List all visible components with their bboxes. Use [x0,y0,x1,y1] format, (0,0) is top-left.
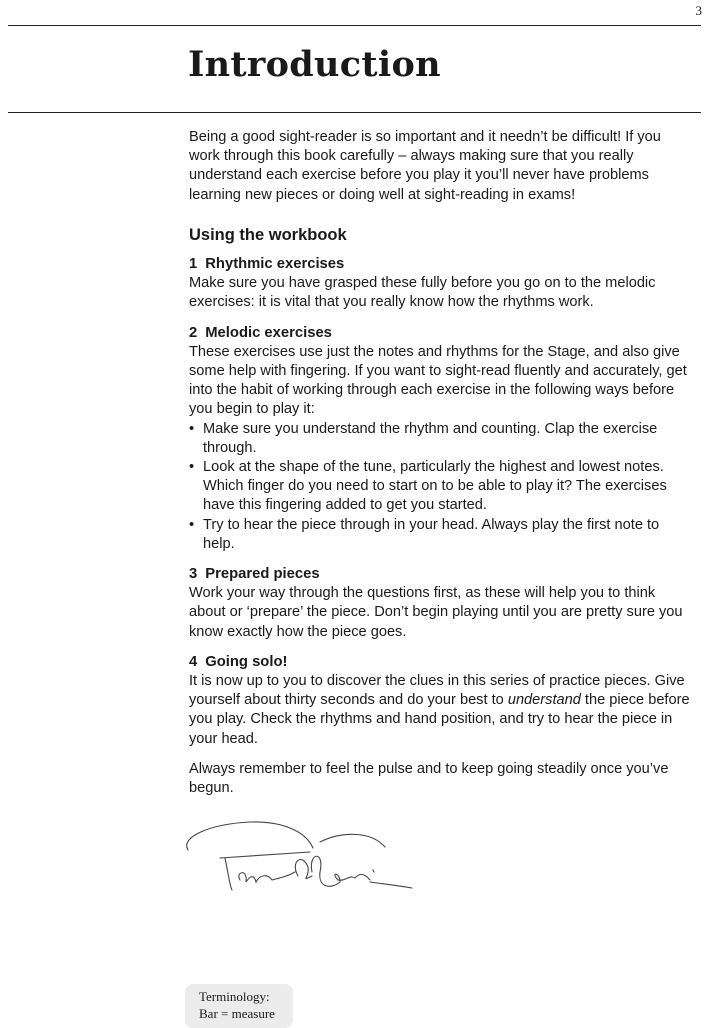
section-melodic [189,324,694,554]
signature [180,812,420,892]
text-part: the piece before you play. Check the rhythms and hand position, and try to hear the piece in your head. [189,692,690,747]
section-text: Make sure you have grasped these fully before you go on to the melodic exercises: it is vital that you really know how the rhythms work. [189,275,656,311]
body-text [189,128,694,798]
section-rhythmic [189,255,694,313]
terminology-text: Bar = measure [199,1006,275,1021]
section-title: Melodic exercises [205,324,332,341]
bullet-list [189,420,694,554]
top-rule [8,25,701,26]
terminology-box [185,984,293,1028]
section-number: 4 [189,653,198,670]
page-title: Introduction [188,44,441,85]
section-prepared [189,565,694,642]
section-title: Going solo! [205,653,288,670]
section-text: Work your way through the questions first, as these will help you to think about or ‘prepare’ the piece. Don’t begin playing until you are pretty sure you know exactly how the piece goes. [189,585,683,640]
emphasis: understand [507,692,581,709]
section-heading: Using the workbook [189,225,347,244]
section-title: Rhythmic exercises [205,256,345,273]
closing-paragraph: Always remember to feel the pulse and to keep going steadily once you’ve begun. [189,760,669,797]
bullet-item: • Look at the shape of the tune, particularly the highest and lowest notes. Which finger do you need to start on to be able to play it? The exercises have this fingering added to get you started. [189,458,694,516]
section-number: 2 [189,324,198,341]
section-text: These exercises use just the notes and rhythms for the Stage, and also give some help with fingering. If you want to sight-read fluently and accurately, get into the habit of working through each exercise in the following ways before you begin to play it: [189,343,687,418]
terminology-label: Terminology: [199,989,270,1004]
text-part: It is now up to you to discover the clues in this series of practice pieces. Give yourself about thirty seconds and do your best to [189,673,685,709]
bullet-item: • Try to hear the piece through in your head. Always play the first note to help. [189,516,694,554]
intro-paragraph: Being a good sight-reader is so important and it needn’t be difficult! If you work through this book carefully – always making sure that you really understand each exercise before you play it you’ll never have problems learning new pieces or doing well at sight-reading in exams! [189,129,661,203]
bullet-item: • Make sure you understand the rhythm and counting. Clap the exercise through. [189,420,694,458]
section-title: Prepared pieces [205,566,320,583]
section-number: 3 [189,566,198,583]
section-text [189,672,694,749]
page-number: 3 [695,3,702,18]
section-going-solo [189,653,694,749]
section-number: 1 [189,256,198,273]
title-rule [8,112,701,113]
